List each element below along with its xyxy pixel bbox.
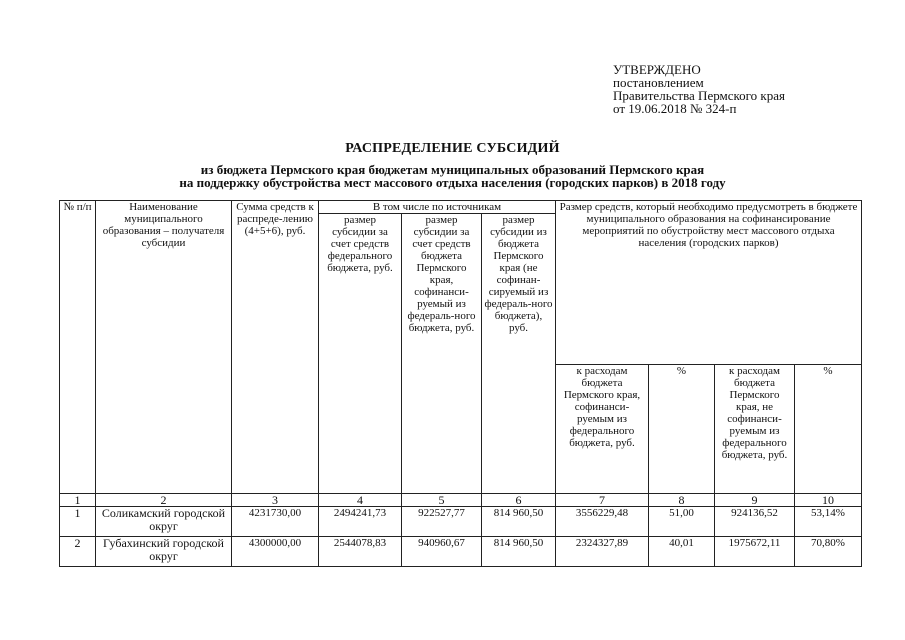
document-subtitle [0,163,905,189]
row-municipality: Губахинский городской округ [96,537,232,567]
column-number: 1 [60,494,96,507]
row-mun-cofin: 3556229,48 [556,507,649,537]
row-total: 4231730,00 [232,507,319,537]
header-total: Сумма средств к распреде-лению (4+5+6), руб. [232,201,319,494]
row-mun-noncofin: 924136,52 [715,507,795,537]
header-federal: размер субсидии за счет средств федерального бюджета, руб. [319,214,402,494]
approval-line-2: постановлением [613,75,704,90]
subtitle-line-2: на поддержку обустройства мест массового отдыха населения (городских парков) в 2018 году [179,175,726,190]
header-regional-cofin: размер субсидии за счет средств бюджета Пермского края, софинанси-руемый из федераль-ного бюджета, руб. [402,214,482,494]
header-regional-noncofin: размер субсидии из бюджета Пермского края (не софинан-сируемый из федераль-ного бюджета), руб. [482,214,556,494]
row-index: 2 [60,537,96,567]
column-numbers-row [60,494,862,507]
document-title: РАСПРЕДЕЛЕНИЕ СУБСИДИЙ [345,141,560,156]
row-federal: 2494241,73 [319,507,402,537]
row-municipality: Соликамский городской округ [96,507,232,537]
table-row [60,507,862,537]
column-number: 5 [402,494,482,507]
approval-stamp [613,63,785,115]
header-number: № п/п [60,201,96,494]
column-number: 4 [319,494,402,507]
column-number: 2 [96,494,232,507]
row-mun-cofin: 2324327,89 [556,537,649,567]
row-regional-cofin: 922527,77 [402,507,482,537]
column-number: 9 [715,494,795,507]
column-number: 6 [482,494,556,507]
row-regional-noncofin: 814 960,50 [482,537,556,567]
header-mun-noncofin-pct: % [795,365,862,494]
column-number: 7 [556,494,649,507]
row-index: 1 [60,507,96,537]
row-mun-noncofin: 1975672,11 [715,537,795,567]
row-mun-cofin-pct: 51,00 [649,507,715,537]
header-sources-group: В том числе по источникам [319,201,556,214]
header-municipal-group: Размер средств, который необходимо предусмотреть в бюджете муниципального образования на софинансирование мероприятий по обустройству мест массового отдыха населения (городских парков) [556,201,862,365]
table-row [60,537,862,567]
approval-line-1: УТВЕРЖДЕНО [613,62,701,77]
approval-line-4: от 19.06.2018 № 324-п [613,101,737,116]
row-regional-cofin: 940960,67 [402,537,482,567]
header-mun-noncofin: к расходам бюджета Пермского края, не софинанси-руемым из федерального бюджета, руб. [715,365,795,494]
column-number: 8 [649,494,715,507]
approval-line-3: Правительства Пермского края [613,88,785,103]
row-mun-noncofin-pct: 70,80% [795,537,862,567]
row-federal: 2544078,83 [319,537,402,567]
subtitle-line-1: из бюджета Пермского края бюджетам муниципальных образований Пермского края [200,162,705,177]
row-total: 4300000,00 [232,537,319,567]
subsidy-table [59,200,862,567]
row-mun-cofin-pct: 40,01 [649,537,715,567]
column-number: 10 [795,494,862,507]
header-municipality: Наименование муниципального образования – получателя субсидии [96,201,232,494]
header-mun-cofin: к расходам бюджета Пермского края, софинанси-руемым из федерального бюджета, руб. [556,365,649,494]
header-mun-cofin-pct: % [649,365,715,494]
column-number: 3 [232,494,319,507]
row-mun-noncofin-pct: 53,14% [795,507,862,537]
row-regional-noncofin: 814 960,50 [482,507,556,537]
